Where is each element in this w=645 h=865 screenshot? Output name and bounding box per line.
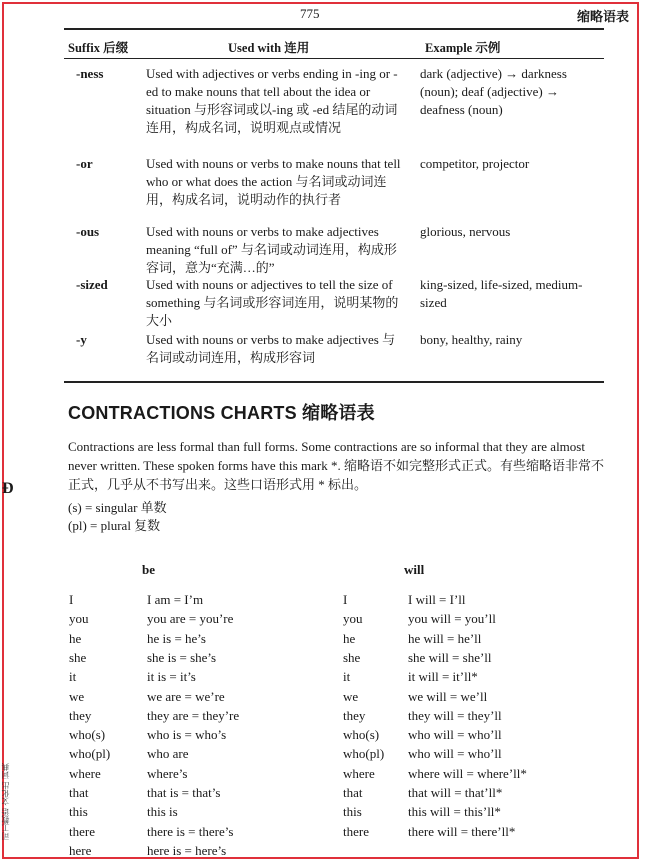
pronoun-cell: he [343,630,356,646]
suffix-cell: -ous [76,224,100,239]
contraction-cell: he will = he’ll [408,630,482,646]
contraction-cell: we will = we’ll [408,688,488,704]
pronoun-cell: they [69,707,92,723]
pronoun-cell: she [343,649,361,665]
contraction-cell: who will = who’ll [408,727,502,743]
contraction-cell: this will = this’ll* [408,804,501,820]
contraction-cell: there will = there’ll* [408,823,516,839]
pronoun-cell: that [343,785,363,800]
table-header-used-with: Used with 连用 [228,41,310,55]
example-cell: bony, healthy, rainy [420,332,523,347]
contraction-cell: they will = they’ll [408,707,502,723]
suffix-cell: -or [76,156,93,171]
usage-cell: Used with nouns or verbs to make nouns that tell who or what does the action 与名词或动词连用，构成名词，说明动作的执行者 [146,156,401,207]
suffix-cell: -y [76,332,87,347]
section-divider [64,381,604,383]
pronoun-cell: who(s) [343,727,380,743]
pronoun-cell: she [69,649,87,665]
contraction-cell: who is = who’s [147,727,227,743]
example-cell: king-sized, life-sized, medium-sized [420,277,583,310]
contraction-cell: she will = she’ll [408,649,492,665]
pronoun-cell: he [69,630,82,646]
table-header-rule [64,58,604,59]
pronoun-cell: this [69,804,88,820]
contraction-cell: where’s [147,765,188,781]
table-header-example: Example 示例 [425,41,501,55]
pronoun-cell: there [343,823,369,839]
table-top-rule [64,28,604,30]
pronoun-cell: where [69,765,101,781]
pronoun-cell: I [69,592,74,607]
running-head: 缩略语表 [576,10,629,25]
usage-cell: Used with nouns or verbs to make adjectives 与名词或动词连用，构成形容词 [146,332,396,365]
contraction-cell: we are = we’re [147,688,225,704]
will-heading: will [404,562,425,577]
contraction-cell: this is [147,804,178,820]
section-title: CONTRACTIONS CHARTS 缩略语表 [68,403,375,423]
intro-paragraph: Contractions are less formal than full forms. Some contractions are so informal that they are almost never written. These spoken forms have this mark *. 缩略语不如完整形式正式。有些缩略语非常不正式，几乎从不书写出来。这些口语形式用 * 标出。 [68,439,604,492]
margin-side-text: 司工教语 文化出 词典 [1,762,10,840]
pronoun-cell: this [343,804,362,820]
contraction-cell: that will = that’ll* [408,785,503,800]
pronoun-cell: it [343,669,351,685]
usage-cell: Used with nouns or adjectives to tell the size of something 与名词或形容词连用，说明某物的大小 [146,277,399,328]
margin-mark: Ð [2,480,14,497]
pronoun-cell: we [69,688,85,704]
contraction-cell: I am = I’m [147,592,204,607]
pronoun-cell: who(pl) [69,746,111,762]
usage-cell: Used with nouns or verbs to make adjectives meaning “full of” 与名词或动词连用，构成形容词，意为“充满…的” [146,224,397,275]
example-cell: dark (adjective) → darkness (noun); deaf (adjective) → deafness (noun) [420,66,567,117]
example-cell: competitor, projector [420,156,530,171]
pronoun-cell: I [343,592,348,607]
pronoun-cell: they [343,707,366,723]
contraction-cell: it will = it’ll* [408,669,478,685]
note-plural: (pl) = plural 复数 [68,518,161,533]
contraction-cell: who will = who’ll [408,746,502,762]
pronoun-cell: you [69,611,89,627]
suffix-cell: -ness [76,66,104,81]
contraction-cell: you will = you’ll [408,611,496,627]
contraction-cell: it is = it’s [147,669,196,685]
suffix-cell: -sized [76,277,108,292]
usage-cell: Used with adjectives or verbs ending in -ing or -ed to make nouns that tell about the idea or situation 与形容词或以-ing 或 -ed 结尾的动词连用，构成名词，说明观点或情况 [146,66,398,135]
contraction-cell: they are = they’re [147,707,240,723]
contraction-cell: here is = here’s [147,842,227,858]
contraction-cell: who are [147,746,189,762]
contraction-cell: you are = you’re [147,611,234,627]
pronoun-cell: that [69,785,89,800]
pronoun-cell: we [343,688,359,704]
pronoun-cell: where [343,765,375,781]
contraction-cell: there is = there’s [147,823,234,839]
pronoun-cell: it [69,669,77,685]
contraction-cell: he is = he’s [147,630,206,646]
pronoun-cell: here [69,842,92,858]
pronoun-cell: who(s) [69,727,106,743]
be-heading: be [142,562,155,577]
note-singular: (s) = singular 单数 [68,500,167,515]
page-number: 775 [300,6,320,21]
contraction-cell: that is = that’s [147,785,221,800]
example-cell: glorious, nervous [420,224,511,239]
contraction-cell: I will = I’ll [408,592,466,607]
contraction-cell: where will = where’ll* [408,765,527,781]
table-header-suffix: Suffix 后缀 [68,41,129,55]
pronoun-cell: you [343,611,363,627]
contraction-cell: she is = she’s [147,649,217,665]
pronoun-cell: who(pl) [343,746,385,762]
pronoun-cell: there [69,823,95,839]
